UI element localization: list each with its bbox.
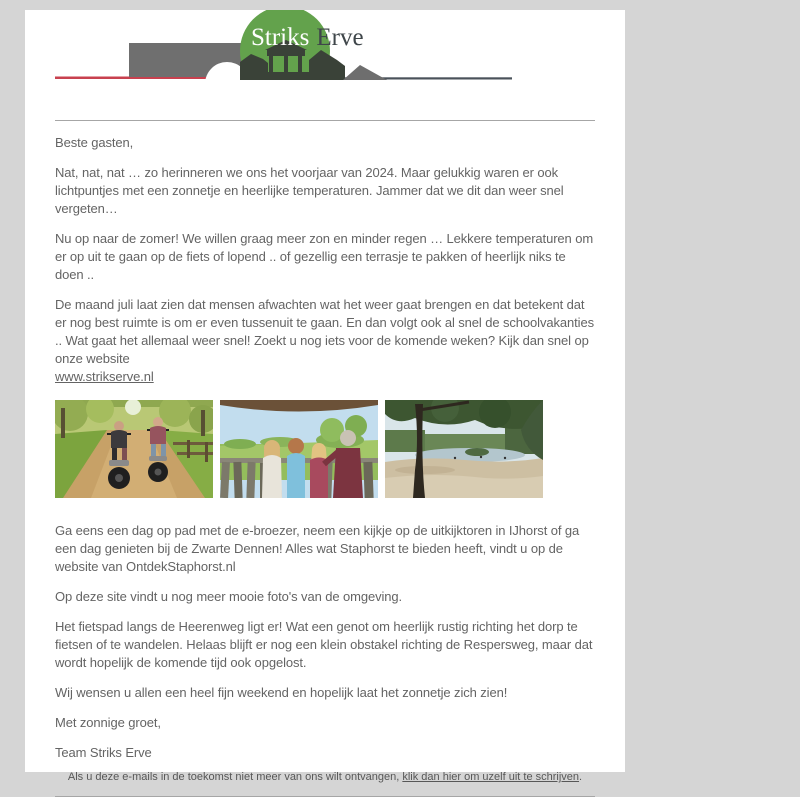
paragraph-spring-recap: Nat, nat, nat … zo herinneren we ons het voorjaar van 2024. Maar gelukkig waren er ook lichtpuntjes met een zonnetje en heerlijke temperaturen. Jammer dat we dit dan weer snel vergeten…	[55, 165, 564, 216]
paragraph-site-photos: Op deze site vindt u nog meer mooie foto's van de omgeving.	[55, 589, 403, 604]
photo-row	[55, 400, 595, 498]
photo-uitkijktoren	[220, 400, 378, 498]
striks-erve-logo	[55, 10, 512, 80]
signature-text: Team Striks Erve	[55, 745, 152, 760]
photo-e-choppers	[55, 400, 213, 498]
logo-right-roof	[343, 65, 387, 80]
paragraph-weekend-wish: Wij wensen u allen een heel fijn weekend en hopelijk laat het zonnetje zich zien!	[55, 685, 508, 700]
unsubscribe-text: Als u deze e-mails in de toekomst niet meer van ons wilt ontvangen,	[67, 771, 403, 783]
email-body	[25, 10, 625, 772]
paragraph-fietspad: Het fietspad langs de Heerenweg ligt er! Wat een genot om heerlijk rustig richting het dorp te fietsen of te wandelen. Helaas blijft er nog een klein obstakel richting de Respersweg, maar dat wordt hopelijk de komende tijd ook opgelost.	[55, 619, 593, 670]
greeting-text: Beste gasten,	[55, 135, 134, 150]
paragraph-july-bookings	[55, 296, 595, 386]
photo-zwarte-dennen	[385, 400, 543, 498]
unsubscribe-period: .	[579, 771, 583, 783]
paragraph-activities: Ga eens een dag op pad met de e-broezer, neem een kijkje op de uitkijktoren in IJhorst of ga een dag genieten bij de Zwarte Dennen! Alles wat Staphorst te bieden heeft, vindt u op de website van OntdekStaphorst.nl	[55, 523, 580, 574]
logo-wordmark: Striks Erve	[251, 24, 364, 51]
unsubscribe-footer	[25, 771, 625, 784]
paragraph-july-text: De maand juli laat zien dat mensen afwachten wat het weer gaat brengen en dat betekent dat er nog best ruimte is om er even tussenuit te gaan. En dan volgt ook al snel de schoolvakanties .. Wat gaat het allemaal weer snel! Zoekt u nog iets voor de komende weken? Kijk dan snel op onze website	[55, 297, 594, 366]
paragraph-summer-wish: Nu op naar de zomer! We willen graag meer zon en minder regen … Lekkere temperaturen om er op uit te gaan op de fiets of lopend .. of gezellig een terrasje te pakken of heerlijk niks te doen ..	[55, 231, 594, 282]
closing-text: Met zonnige groet,	[55, 715, 161, 730]
strikserve-website-link[interactable]: www.strikserve.nl	[55, 369, 154, 384]
top-divider	[55, 120, 595, 121]
unsubscribe-link[interactable]: klik dan hier om uzelf uit te schrijven	[402, 771, 580, 783]
email-content	[25, 120, 625, 797]
